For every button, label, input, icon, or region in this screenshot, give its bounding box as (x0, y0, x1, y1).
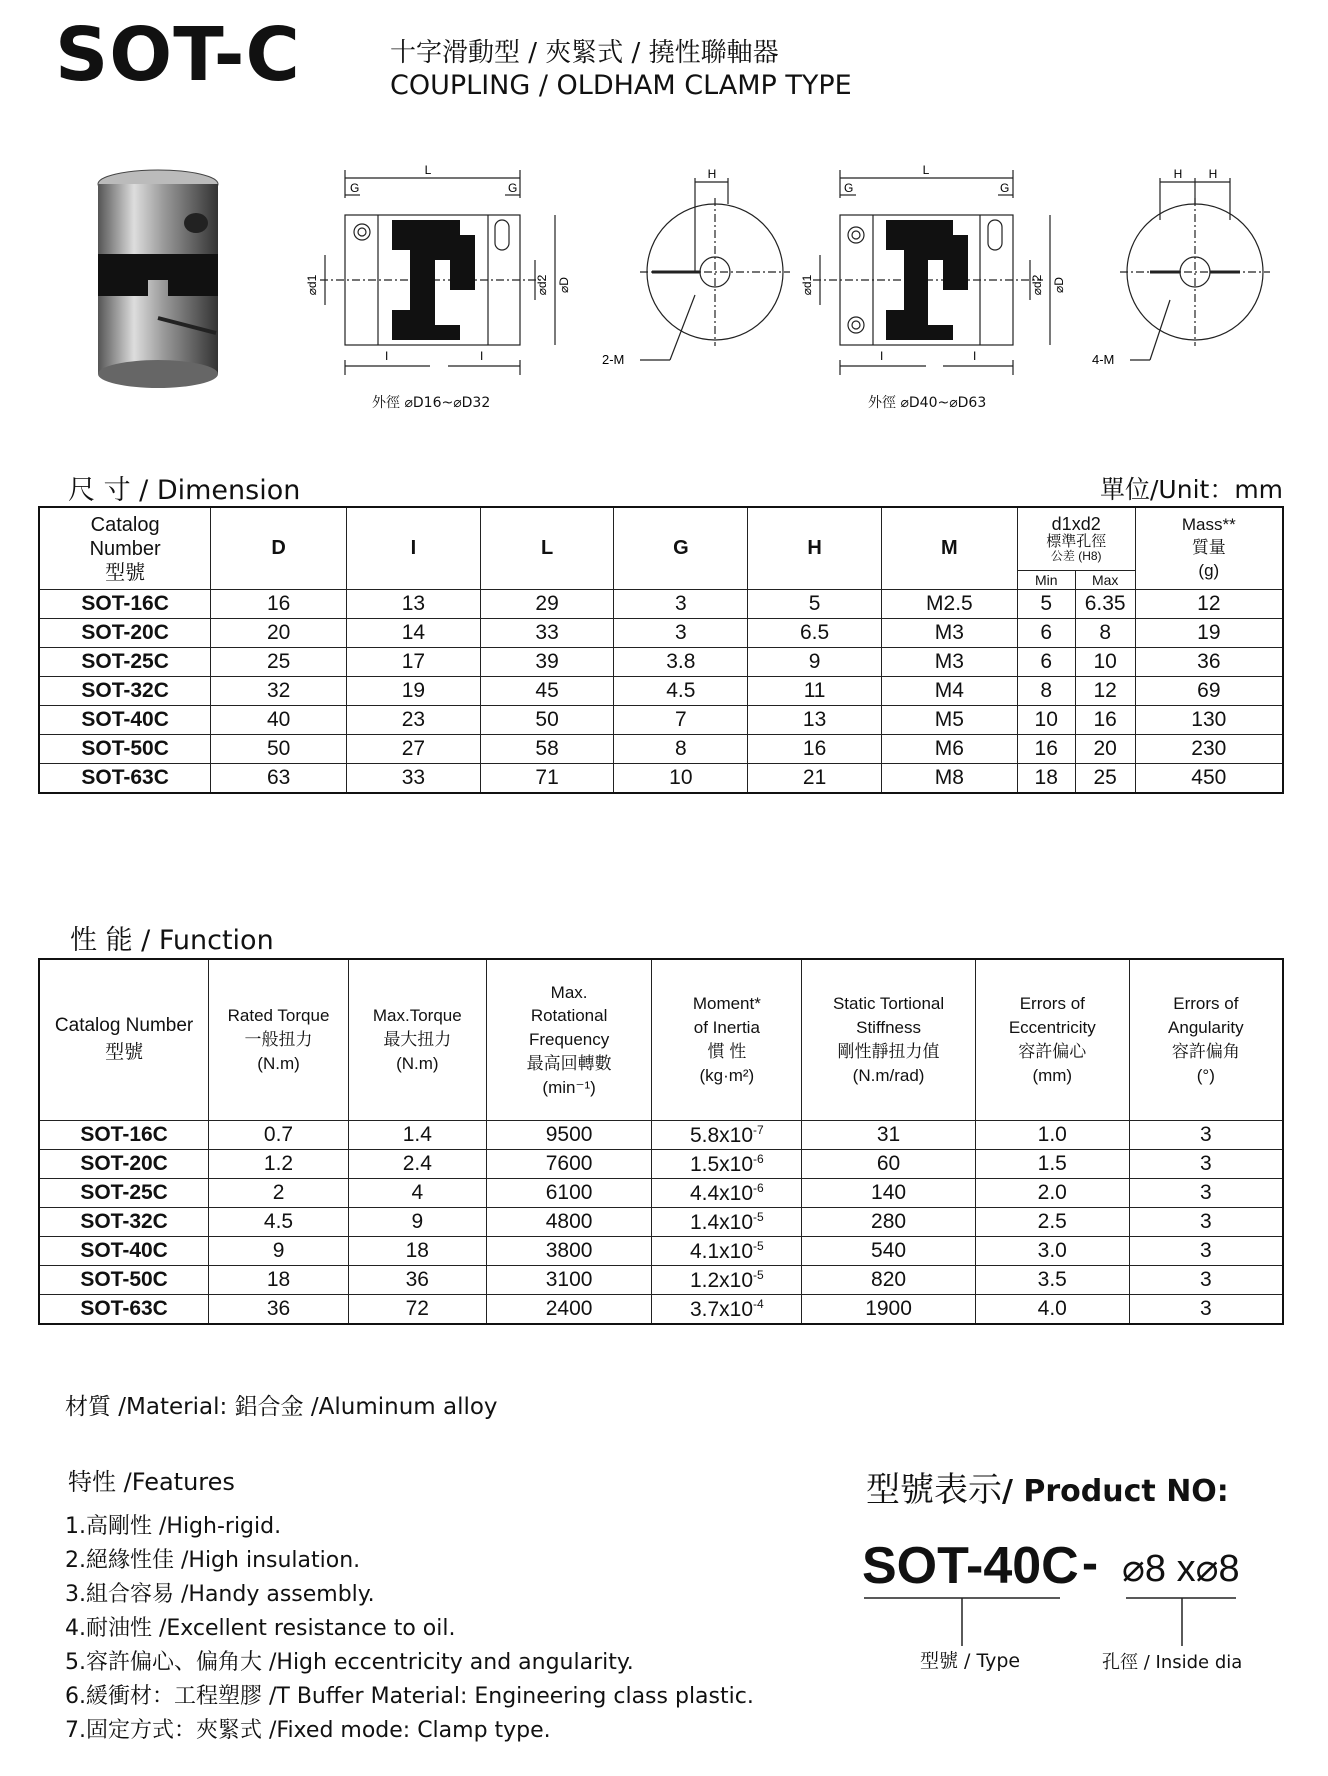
function-header-cell (652, 959, 802, 1121)
dim-label-d2-large: ⌀d2 (1030, 274, 1044, 296)
value-cell: 63 (211, 764, 347, 794)
value-cell: 50 (211, 735, 347, 764)
header-line: (mm) (1032, 1065, 1073, 1085)
value-cell: 29 (480, 590, 614, 619)
value-cell: 3100 (486, 1266, 652, 1295)
value-cell: 130 (1135, 706, 1283, 735)
value-cell: 450 (1135, 764, 1283, 794)
catalog-cell: SOT-32C (39, 677, 211, 706)
title-english: COUPLING / OLDHAM CLAMP TYPE (390, 70, 852, 101)
header-line: Max. (550, 982, 588, 1002)
inertia-exponent: -7 (753, 1122, 764, 1137)
value-cell: 230 (1135, 735, 1283, 764)
inertia-exponent: -5 (753, 1238, 764, 1253)
value-cell: 10 (614, 764, 748, 794)
header-catalog: Catalog Number 型號 (39, 507, 211, 590)
value-cell: 3 (1129, 1121, 1283, 1150)
value-cell: 58 (480, 735, 614, 764)
table-row (39, 648, 1283, 677)
table-row (39, 619, 1283, 648)
value-cell: 3 (614, 619, 748, 648)
front-view-large-drawing (1090, 160, 1280, 375)
header-line: (°) (1196, 1065, 1215, 1085)
value-cell: 16 (748, 735, 882, 764)
header-line: Catalog Number (54, 1015, 194, 1037)
value-cell: 1.0 (975, 1121, 1129, 1150)
header-line: (min⁻¹) (542, 1077, 596, 1097)
header-I: I (347, 507, 481, 590)
value-cell: 3 (1129, 1150, 1283, 1179)
value-cell: 6.35 (1075, 590, 1135, 619)
header-line: 最高回轉數 (526, 1053, 612, 1073)
value-cell: 3.0 (975, 1237, 1129, 1266)
value-cell: 16 (1017, 735, 1075, 764)
table-row (39, 1121, 1283, 1150)
value-cell: 2.5 (975, 1208, 1129, 1237)
value-cell: 33 (480, 619, 614, 648)
table-row (39, 1150, 1283, 1179)
header-G: G (614, 507, 748, 590)
table-row (39, 590, 1283, 619)
product-no-bore-label: 孔徑 / Inside dia (1102, 1652, 1243, 1673)
inertia-exponent: -4 (753, 1296, 764, 1311)
inertia-exponent: -6 (753, 1180, 764, 1195)
header-line: Stiffness (856, 1018, 921, 1038)
header-mass: Mass** 質量 (g) (1135, 507, 1283, 590)
inertia-exponent: -5 (753, 1267, 764, 1282)
header-line: Rated Torque (227, 1006, 330, 1026)
header-line: 最大扭力 (383, 1030, 452, 1050)
value-cell: 12 (1075, 677, 1135, 706)
value-cell: 36 (348, 1266, 486, 1295)
catalog-cell: SOT-25C (39, 648, 211, 677)
header-line: Static Tortional (832, 994, 945, 1014)
value-cell: 25 (1075, 764, 1135, 794)
value-cell (652, 1237, 802, 1266)
table-row (39, 1295, 1283, 1325)
header-D: D (211, 507, 347, 590)
value-cell: 3 (614, 590, 748, 619)
table-row (39, 735, 1283, 764)
value-cell: 17 (347, 648, 481, 677)
header-line: 容許偏心 (1018, 1042, 1087, 1061)
header-line: (kg·m²) (699, 1065, 755, 1085)
function-header-cell (39, 959, 209, 1121)
inertia-mantissa: 1.2x10 (689, 1268, 754, 1292)
front-view-small-drawing (600, 160, 800, 375)
dimension-table-body (39, 590, 1283, 794)
features-title: 特性 /Features (68, 1468, 235, 1496)
header-M: M (881, 507, 1017, 590)
value-cell (652, 1295, 802, 1325)
value-cell: 9 (209, 1237, 349, 1266)
value-cell: 8 (614, 735, 748, 764)
dim-label-D-large: ⌀D (1052, 277, 1066, 293)
catalog-cell: SOT-20C (39, 1150, 209, 1179)
header-bore-max: Max (1075, 571, 1135, 590)
dim-label-I2: I (480, 349, 484, 363)
value-cell: M5 (881, 706, 1017, 735)
header-line: Frequency (528, 1030, 610, 1050)
catalog-cell: SOT-50C (39, 735, 211, 764)
material-line: 材質 /Material: 鋁合金 /Aluminum alloy (65, 1394, 498, 1420)
header-bore: d1xd2 標準孔徑 公差 (H8) (1017, 507, 1135, 571)
value-cell: 9500 (486, 1121, 652, 1150)
header-line: (N.m/rad) (852, 1065, 925, 1085)
list-item: 6.緩衝材：工程塑膠 /T Buffer Material: Engineering class plastic. (65, 1684, 754, 1709)
value-cell: 12 (1135, 590, 1283, 619)
header-line: 型號 (105, 1042, 144, 1063)
dim-label-d1-large: ⌀d1 (800, 274, 814, 296)
value-cell: 33 (347, 764, 481, 794)
value-cell: 1.2 (209, 1150, 349, 1179)
value-cell: 3 (1129, 1179, 1283, 1208)
list-item: 2.絕緣性佳 /High insulation. (65, 1548, 361, 1573)
inertia-mantissa: 5.8x10 (689, 1123, 754, 1147)
dim-label-L: L (424, 163, 432, 177)
value-cell: M3 (881, 619, 1017, 648)
header-line: Errors of (1019, 994, 1085, 1014)
value-cell: 16 (1075, 706, 1135, 735)
header-line: 慣 性 (707, 1042, 747, 1061)
title-chinese: 十字滑動型 / 夾緊式 / 撓性聯軸器 (390, 38, 779, 68)
function-header-cell (1129, 959, 1283, 1121)
value-cell: 3800 (486, 1237, 652, 1266)
value-cell: 3 (1129, 1237, 1283, 1266)
header-H: H (748, 507, 882, 590)
value-cell: 1.4 (348, 1121, 486, 1150)
value-cell: 2.0 (975, 1179, 1129, 1208)
inertia-mantissa: 3.7x10 (689, 1297, 754, 1321)
function-table-body (39, 1121, 1283, 1325)
header-line: 一般扭力 (244, 1030, 313, 1050)
value-cell (652, 1121, 802, 1150)
dim-label-I1: I (385, 349, 389, 363)
value-cell: 18 (348, 1237, 486, 1266)
dim-label-H1-large: H (1173, 167, 1183, 181)
function-header-cell (975, 959, 1129, 1121)
dim-label-H: H (707, 167, 717, 181)
value-cell (652, 1179, 802, 1208)
value-cell: 2 (209, 1179, 349, 1208)
dim-label-G1-large: G (844, 181, 854, 195)
list-item: 3.組合容易 /Handy assembly. (65, 1582, 375, 1607)
dim-label-G2: G (508, 181, 518, 195)
value-cell: 7 (614, 706, 748, 735)
side-view-small-drawing (300, 160, 580, 385)
value-cell: 6 (1017, 619, 1075, 648)
value-cell: 27 (347, 735, 481, 764)
product-no-model: SOT-40C (862, 1537, 1079, 1595)
value-cell: 20 (1075, 735, 1135, 764)
dim-label-D: ⌀D (557, 277, 571, 293)
features-list (65, 1510, 754, 1748)
table-row (39, 1266, 1283, 1295)
dim-label-L-large: L (922, 163, 930, 177)
catalog-cell: SOT-63C (39, 764, 211, 794)
header-line: Angularity (1168, 1018, 1244, 1038)
value-cell: 6 (1017, 648, 1075, 677)
value-cell: 10 (1017, 706, 1075, 735)
value-cell: 4.5 (209, 1208, 349, 1237)
value-cell: 18 (1017, 764, 1075, 794)
product-no-title-cn: 型號表示 (866, 1470, 1002, 1510)
drawing-caption-large: 外徑 ⌀D40~⌀D63 (868, 395, 987, 411)
value-cell: 40 (211, 706, 347, 735)
value-cell: 9 (348, 1208, 486, 1237)
table-row (39, 764, 1283, 794)
drawing-caption-small: 外徑 ⌀D16~⌀D32 (372, 395, 491, 411)
value-cell: 3 (1129, 1208, 1283, 1237)
list-item: 5.容許偏心、偏角大 /High eccentricity and angularity. (65, 1650, 634, 1675)
value-cell: 19 (347, 677, 481, 706)
value-cell: 69 (1135, 677, 1283, 706)
dimension-section-title: 尺 寸 / Dimension (68, 475, 301, 506)
table-row (39, 1208, 1283, 1237)
value-cell: M3 (881, 648, 1017, 677)
value-cell: 820 (802, 1266, 976, 1295)
dim-label-I2-large: I (973, 349, 977, 363)
header-line: Max.Torque (372, 1006, 462, 1026)
value-cell: 3.5 (975, 1266, 1129, 1295)
value-cell: 31 (802, 1121, 976, 1150)
header-line: (N.m) (257, 1053, 300, 1073)
value-cell: 20 (211, 619, 347, 648)
page-title: SOT-C (55, 12, 301, 98)
value-cell: 0.7 (209, 1121, 349, 1150)
value-cell: 540 (802, 1237, 976, 1266)
value-cell: 72 (348, 1295, 486, 1325)
value-cell: 140 (802, 1179, 976, 1208)
catalog-cell: SOT-40C (39, 706, 211, 735)
value-cell: 14 (347, 619, 481, 648)
dim-label-d2: ⌀d2 (535, 274, 549, 296)
value-cell: 36 (1135, 648, 1283, 677)
header-line: 容許偏角 (1171, 1042, 1240, 1061)
inertia-mantissa: 1.4x10 (689, 1210, 754, 1234)
catalog-cell: SOT-16C (39, 1121, 209, 1150)
value-cell: 2.4 (348, 1150, 486, 1179)
value-cell: 8 (1075, 619, 1135, 648)
product-no-type-label: 型號 / Type (920, 1650, 1021, 1672)
table-row (39, 706, 1283, 735)
value-cell: 280 (802, 1208, 976, 1237)
value-cell (652, 1266, 802, 1295)
function-header-cell (802, 959, 976, 1121)
function-header-cell (209, 959, 349, 1121)
value-cell: 13 (748, 706, 882, 735)
inertia-exponent: -6 (753, 1151, 764, 1166)
table-row (39, 677, 1283, 706)
value-cell: M2.5 (881, 590, 1017, 619)
function-header-cell (486, 959, 652, 1121)
value-cell: 4.0 (975, 1295, 1129, 1325)
value-cell: 4.5 (614, 677, 748, 706)
dim-label-G2-large: G (1000, 181, 1010, 195)
product-no-bore: ⌀8 x⌀8 (1122, 1548, 1240, 1590)
header-line: Eccentricity (1008, 1018, 1096, 1038)
value-cell: 23 (347, 706, 481, 735)
value-cell: 39 (480, 648, 614, 677)
dim-label-G1: G (350, 181, 360, 195)
side-view-large-drawing (798, 160, 1078, 385)
function-table-header (39, 959, 1283, 1121)
value-cell: 3 (1129, 1295, 1283, 1325)
product-no-title-en: / Product NO: (1002, 1474, 1229, 1509)
value-cell: 11 (748, 677, 882, 706)
header-line: Moment* (692, 994, 761, 1014)
header-line: 剛性靜扭力值 (837, 1042, 940, 1061)
header-line: Rotational (530, 1006, 608, 1026)
unit-label: 單位/Unit：mm (1100, 475, 1284, 504)
list-item: 1.高剛性 /High-rigid. (65, 1514, 282, 1539)
dimension-table (38, 506, 1284, 794)
dim-label-H2-large: H (1208, 167, 1218, 181)
catalog-cell: SOT-20C (39, 619, 211, 648)
catalog-cell: SOT-63C (39, 1295, 209, 1325)
value-cell: 45 (480, 677, 614, 706)
value-cell: 5 (1017, 590, 1075, 619)
value-cell: 21 (748, 764, 882, 794)
dim-label-d1: ⌀d1 (305, 274, 319, 296)
value-cell: 5 (748, 590, 882, 619)
header-line: Errors of (1173, 994, 1239, 1014)
catalog-cell: SOT-16C (39, 590, 211, 619)
value-cell: M4 (881, 677, 1017, 706)
value-cell: 3.8 (614, 648, 748, 677)
value-cell: 10 (1075, 648, 1135, 677)
catalog-cell: SOT-32C (39, 1208, 209, 1237)
value-cell: 8 (1017, 677, 1075, 706)
product-no-pointer-lines (860, 1596, 1260, 1648)
dim-label-2M: 2-M (602, 352, 625, 367)
value-cell (652, 1150, 802, 1179)
function-section-title: 性 能 / Function (70, 925, 274, 956)
dim-label-4M: 4-M (1092, 352, 1115, 367)
value-cell: 3 (1129, 1266, 1283, 1295)
product-no-heading (866, 1462, 1229, 1511)
value-cell: 9 (748, 648, 882, 677)
value-cell: 18 (209, 1266, 349, 1295)
inertia-mantissa: 4.4x10 (689, 1181, 754, 1205)
inertia-exponent: -5 (753, 1209, 764, 1224)
dim-label-I1-large: I (880, 349, 884, 363)
value-cell: 25 (211, 648, 347, 677)
function-header-cell (348, 959, 486, 1121)
value-cell: M6 (881, 735, 1017, 764)
catalog-cell: SOT-50C (39, 1266, 209, 1295)
value-cell: 4 (348, 1179, 486, 1208)
value-cell: 60 (802, 1150, 976, 1179)
value-cell: 19 (1135, 619, 1283, 648)
value-cell: 13 (347, 590, 481, 619)
product-no-dash: - (1082, 1537, 1098, 1590)
value-cell: 7600 (486, 1150, 652, 1179)
header-line: (N.m) (396, 1053, 439, 1073)
value-cell: M8 (881, 764, 1017, 794)
list-item: 7.固定方式：夾緊式 /Fixed mode: Clamp type. (65, 1718, 551, 1743)
value-cell: 6.5 (748, 619, 882, 648)
value-cell: 50 (480, 706, 614, 735)
inertia-mantissa: 4.1x10 (689, 1239, 754, 1263)
value-cell: 16 (211, 590, 347, 619)
coupling-photo (88, 168, 228, 393)
header-L: L (480, 507, 614, 590)
inertia-mantissa: 1.5x10 (689, 1152, 754, 1176)
value-cell: 71 (480, 764, 614, 794)
value-cell: 6100 (486, 1179, 652, 1208)
catalog-cell: SOT-25C (39, 1179, 209, 1208)
value-cell: 1.5 (975, 1150, 1129, 1179)
list-item: 4.耐油性 /Excellent resistance to oil. (65, 1616, 456, 1641)
value-cell: 1900 (802, 1295, 976, 1325)
header-line: of Inertia (693, 1018, 760, 1038)
value-cell: 4800 (486, 1208, 652, 1237)
header-bore-min: Min (1017, 571, 1075, 590)
value-cell: 32 (211, 677, 347, 706)
value-cell (652, 1208, 802, 1237)
value-cell: 36 (209, 1295, 349, 1325)
catalog-cell: SOT-40C (39, 1237, 209, 1266)
table-row (39, 1237, 1283, 1266)
value-cell: 2400 (486, 1295, 652, 1325)
function-table (38, 958, 1284, 1325)
table-row (39, 1179, 1283, 1208)
